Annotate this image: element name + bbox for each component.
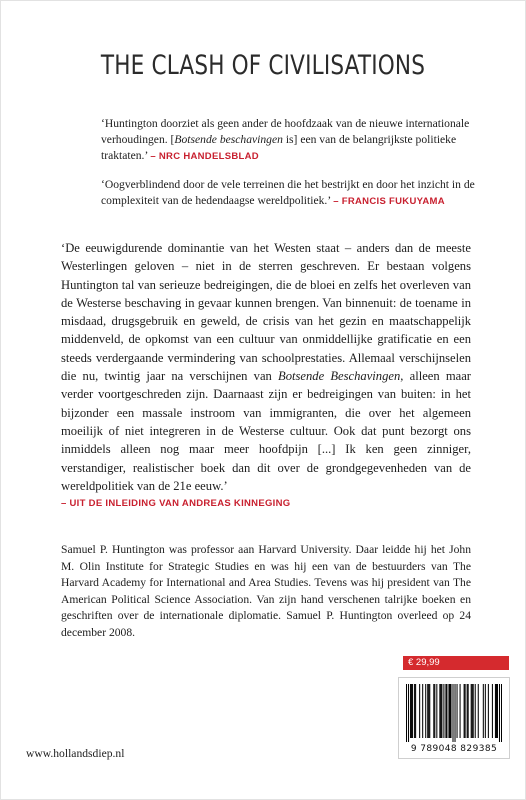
barcode-bar — [460, 684, 461, 738]
barcode-bar — [411, 684, 412, 738]
main-quote — [61, 239, 471, 513]
barcode-bar — [497, 684, 498, 738]
barcode-bar — [415, 684, 416, 738]
barcode-bar — [496, 684, 497, 738]
barcode-bar — [427, 684, 428, 738]
barcode-bar — [436, 684, 437, 738]
quote-fukuyama — [101, 177, 481, 210]
quote-fukuyama-attribution: – FRANCIS FUKUYAMA — [333, 196, 445, 207]
quote-nrc-attribution: – NRC HANDELSBLAD — [150, 151, 259, 162]
quote-nrc-text-after: is] een van de belangrijkste politieke traktaten.’ — [101, 133, 457, 162]
barcode — [398, 677, 510, 759]
barcode-bar — [412, 684, 413, 738]
barcode-bar — [441, 684, 442, 738]
barcode-bar — [499, 684, 500, 742]
barcode-bar — [473, 684, 474, 738]
barcode-bar — [495, 684, 496, 738]
barcode-bar — [464, 684, 465, 738]
barcode-bar — [446, 684, 447, 738]
barcode-bar — [419, 684, 420, 738]
quote-nrc-text-before: ‘Huntington doorziet als geen ander de hoofdzaak van de nieuwe internationale verhoudingen. [ — [101, 117, 470, 146]
barcode-bar — [408, 684, 409, 742]
barcode-bar — [483, 684, 484, 738]
barcode-bar — [465, 684, 466, 738]
main-quote-part1: ‘De eeuwigdurende dominantie van het Westen staat – anders dan de meeste Westerlingen geloven – niet in de sterren geschreven. Er bestaan volgens Huntington tal van serieuze bedreigingen, die de bloei en zelfs het overleven van de Westerse beschaving in gevaar kunnen brengen. Van binnenuit: de toename in misdaad, drugsgebruik en geweld, de crisis van het gezin en maatschappelijk middenveld, de opkomst van een cultuur van onmiddellijke gratificatie en een steeds verdergaande vermindering van schoolprestaties. Allemaal verschijnselen die nu, twintig jaar na verschijnen van — [61, 241, 471, 384]
barcode-bar — [478, 684, 479, 738]
barcode-bar — [428, 684, 429, 738]
barcode-bar — [449, 684, 450, 738]
barcode-bar — [445, 684, 446, 738]
main-quote-italic: Botsende Beschavingen — [278, 369, 401, 384]
barcode-bar — [425, 684, 426, 738]
barcode-bar — [468, 684, 469, 738]
book-title: THE CLASH OF CIVILISATIONS — [100, 50, 426, 81]
author-bio: Samuel P. Huntington was professor aan Harvard University. Daar leidde hij het John M. Olin Institute for Strategic Studies en was hij een van de bestuurders van The Harvard Academy for International and Area Studies. Tevens was hij president van The American Political Science Association. Van zijn hand verschenen talrijke boeken en geschriften over de internationale diplomatie. Samuel P. Huntington overleed op 24 december 2008. — [61, 543, 471, 639]
barcode-bar — [414, 684, 415, 738]
barcode-bar — [492, 684, 493, 738]
barcode-bar — [433, 684, 434, 738]
isbn-number: 9 789048 829385 — [410, 744, 498, 754]
barcode-bar — [410, 684, 411, 738]
price-tag: € 29,99 — [403, 656, 509, 670]
barcode-bar — [472, 684, 473, 738]
barcode-bar — [501, 684, 502, 742]
barcode-bar — [443, 684, 444, 738]
barcode-bar — [434, 684, 435, 738]
quote-fukuyama-text: ‘Oogverblindend door de vele terreinen die het bestrijkt en door het inzicht in de complexiteit van de hedendaagse wereldpolitiek.’ — [101, 178, 475, 207]
barcode-bar — [488, 684, 489, 738]
barcode-bar — [452, 684, 453, 742]
barcode-bar — [450, 684, 451, 738]
barcode-bar — [429, 684, 430, 738]
barcode-bar — [406, 684, 407, 742]
barcode-bar — [440, 684, 441, 738]
barcode-bars — [406, 684, 502, 742]
publisher-website: www.hollandsdiep.nl — [26, 747, 125, 760]
main-quote-attribution: – UIT DE INLEIDING VAN ANDREAS KINNEGING — [61, 498, 291, 510]
main-quote-part2: , alleen maar verder voortgeschreden zijn. Daarnaast zijn er bedreigingen van buiten: in het bijzonder een massale instroom van immigranten, die over het algemeen moeilijk of niet integreren in de Westerse cultuur. Ook dat punt bezorgt ons inmiddels alleen nog maar meer hoofdpijn [...] Ik ken geen zinniger, verstandiger, realistischer boek dan dit over de grondgegevenheden van de wereldpolitiek van de 21e eeuw.’ — [61, 369, 472, 493]
quote-nrc — [101, 116, 481, 165]
barcode-bar — [485, 684, 486, 738]
barcode-bar — [475, 684, 476, 738]
barcode-bar — [422, 684, 423, 738]
barcode-bar — [467, 684, 468, 738]
barcode-bar — [439, 684, 440, 738]
barcode-bar — [448, 684, 449, 738]
barcode-bar — [457, 684, 458, 738]
barcode-bar — [471, 684, 472, 738]
barcode-bar — [455, 684, 456, 742]
quote-nrc-italic: Botsende beschavingen — [174, 133, 283, 146]
